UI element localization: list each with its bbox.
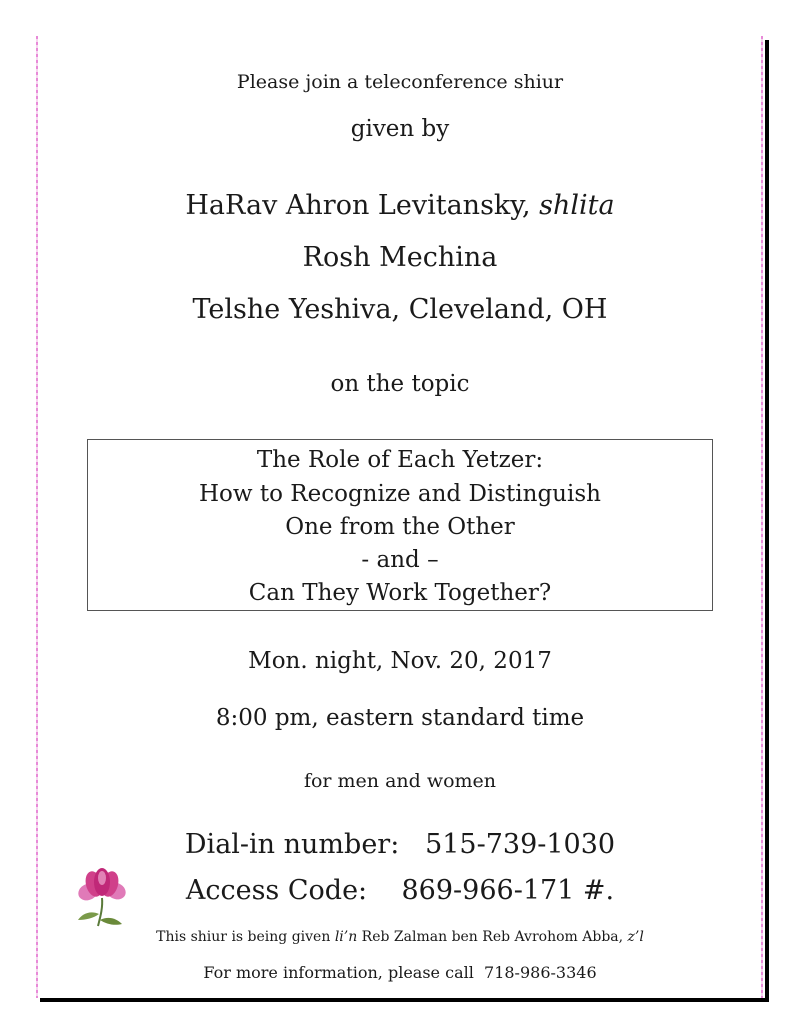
- speaker-honorific: shlita: [539, 190, 615, 221]
- access-code-value: 869-966-171 #.: [401, 875, 615, 906]
- on-topic-text: on the topic: [330, 371, 470, 397]
- speaker-title: Rosh Mechina: [302, 242, 498, 273]
- magnolia-flower-icon: [72, 868, 132, 930]
- access-code-line: [40, 875, 760, 906]
- audience-text: for men and women: [303, 770, 497, 792]
- speaker-name: [40, 190, 760, 221]
- dedication-lin: li’n: [334, 929, 358, 945]
- topic-box: [87, 439, 713, 611]
- dedication-text-start: This shiur is being given: [156, 929, 335, 945]
- topic-line-5: Can They Work Together?: [248, 580, 552, 606]
- topic-line-3: One from the Other: [285, 514, 515, 540]
- dedication-line: [40, 929, 760, 945]
- speaker-institution: Telshe Yeshiva, Cleveland, OH: [192, 294, 608, 325]
- page-shadow-right: [765, 40, 769, 1002]
- speaker-name-text: HaRav Ahron Levitansky,: [185, 190, 540, 221]
- more-info-phone: 718-986-3346: [484, 963, 597, 982]
- dial-in-number: 515-739-1030: [425, 829, 616, 860]
- topic-line-2: How to Recognize and Distinguish: [199, 481, 601, 507]
- access-code-label: Access Code:: [185, 875, 368, 906]
- more-info-line: [40, 963, 760, 982]
- event-date: Mon. night, Nov. 20, 2017: [248, 648, 552, 674]
- dedication-text-name: Reb Zalman ben Reb Avrohom Abba,: [357, 929, 628, 945]
- dedication-zl: z’l: [627, 929, 644, 945]
- page-border-left: [36, 36, 38, 998]
- dial-in-line: [40, 829, 760, 860]
- more-info-label: For more information, please call: [203, 963, 474, 982]
- dial-in-label: Dial-in number:: [184, 829, 400, 860]
- given-by-text: given by: [350, 116, 450, 142]
- event-time: 8:00 pm, eastern standard time: [215, 705, 585, 731]
- topic-line-1: The Role of Each Yetzer:: [256, 447, 544, 473]
- page-shadow-bottom: [40, 998, 769, 1002]
- topic-line-4: - and –: [361, 547, 439, 573]
- intro-text: Please join a teleconference shiur: [236, 71, 564, 93]
- page-border-right: [761, 36, 763, 998]
